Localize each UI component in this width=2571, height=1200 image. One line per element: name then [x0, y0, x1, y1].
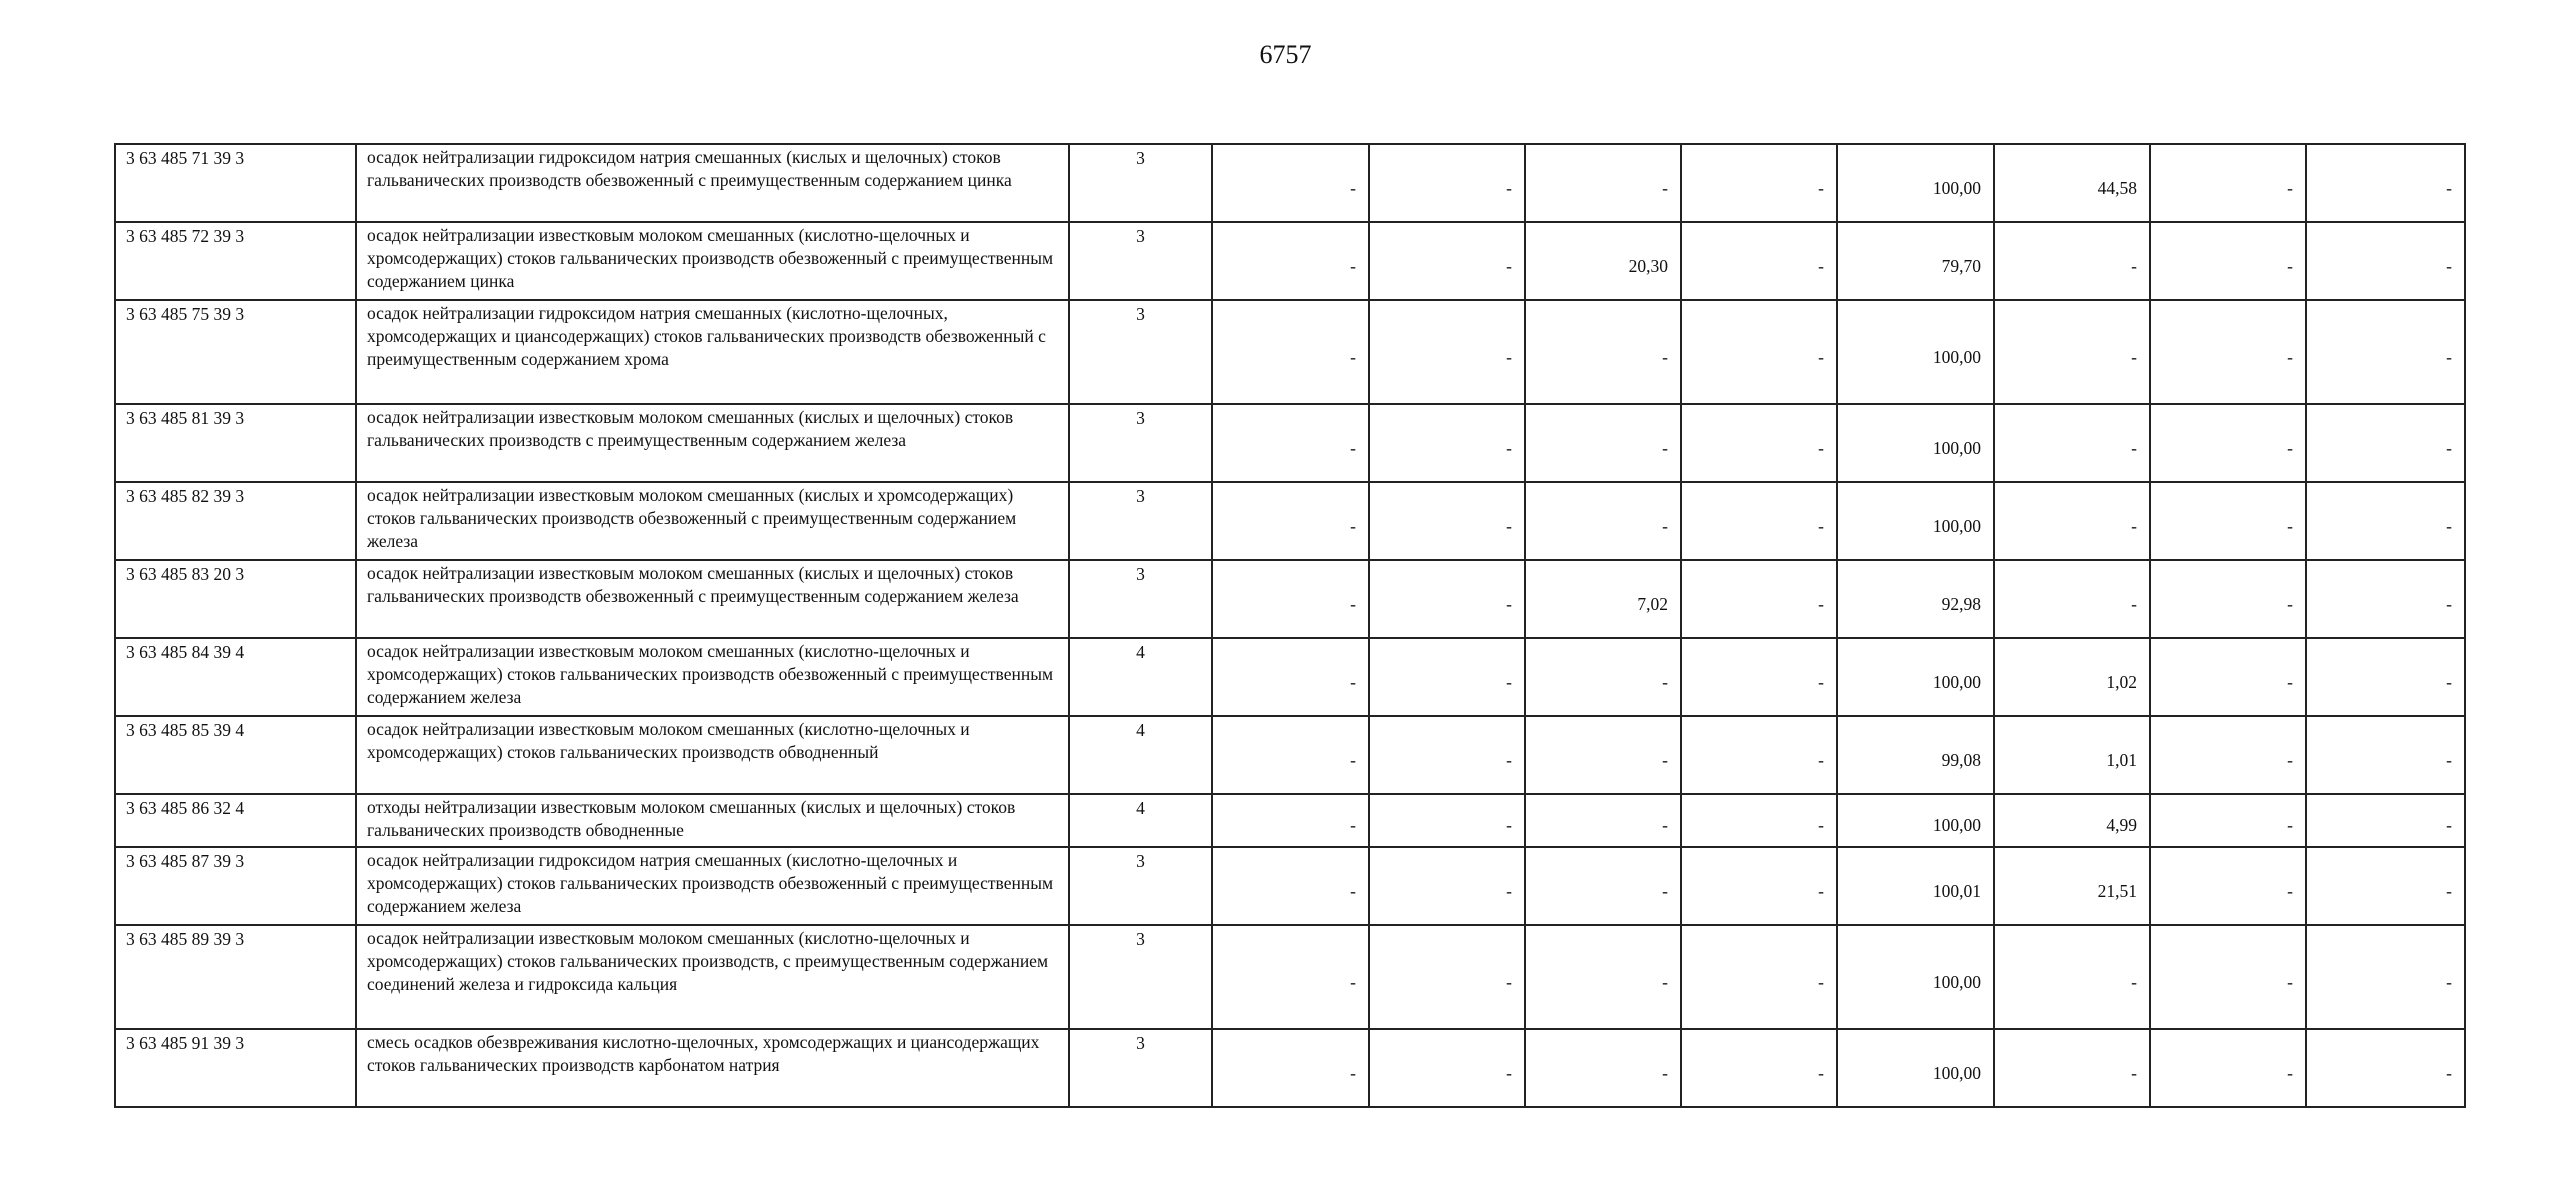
hazard-class-cell: 3: [1069, 300, 1212, 404]
component-value-cell: -: [1525, 794, 1681, 847]
waste-description-cell: осадок нейтрализации известковым молоком смешанных (кислых и щелочных) стоков гальванических производств обезвоженный с преимущественным содержанием железа: [356, 560, 1069, 638]
component-value-cell: -: [1212, 1029, 1369, 1107]
table-row: [115, 144, 2465, 222]
component-value-cell: 100,00: [1837, 925, 1994, 1029]
component-value-cell: -: [1525, 925, 1681, 1029]
component-value-cell: -: [1681, 716, 1837, 794]
component-value-cell: -: [1212, 794, 1369, 847]
waste-description-cell: осадок нейтрализации гидроксидом натрия смешанных (кислотно-щелочных и хромсодержащих) стоков гальванических производств обезвоженный с преимущественным содержанием железа: [356, 847, 1069, 925]
component-value-cell: -: [2150, 144, 2306, 222]
hazard-class-cell: 4: [1069, 638, 1212, 716]
component-value-cell: -: [1369, 144, 1525, 222]
component-value-cell: -: [1525, 404, 1681, 482]
component-value-cell: -: [1369, 222, 1525, 300]
component-value-cell: 92,98: [1837, 560, 1994, 638]
component-value-cell: -: [1994, 482, 2150, 560]
component-value-cell: -: [1212, 482, 1369, 560]
component-value-cell: 1,01: [1994, 716, 2150, 794]
component-value-cell: -: [1994, 925, 2150, 1029]
waste-code-cell: 3 63 485 81 39 3: [115, 404, 356, 482]
component-value-cell: 7,02: [1525, 560, 1681, 638]
waste-code-cell: 3 63 485 71 39 3: [115, 144, 356, 222]
component-value-cell: -: [1212, 300, 1369, 404]
component-value-cell: -: [2150, 638, 2306, 716]
component-value-cell: -: [2150, 716, 2306, 794]
waste-description-cell: осадок нейтрализации известковым молоком смешанных (кислотно-щелочных и хромсодержащих) стоков гальванических производств, с преимущественным содержанием соединений железа и гидроксида кальция: [356, 925, 1069, 1029]
waste-code-cell: 3 63 485 89 39 3: [115, 925, 356, 1029]
component-value-cell: -: [1681, 222, 1837, 300]
component-value-cell: 100,00: [1837, 144, 1994, 222]
component-value-cell: -: [1212, 560, 1369, 638]
table-row: [115, 847, 2465, 925]
waste-description-cell: осадок нейтрализации известковым молоком смешанных (кислотно-щелочных и хромсодержащих) стоков гальванических производств обезвоженный с преимущественным содержанием железа: [356, 638, 1069, 716]
component-value-cell: -: [1681, 404, 1837, 482]
component-value-cell: -: [1369, 638, 1525, 716]
component-value-cell: -: [2306, 144, 2465, 222]
waste-description-cell: осадок нейтрализации известковым молоком смешанных (кислотно-щелочных и хромсодержащих) стоков гальванических производств обводненный: [356, 716, 1069, 794]
waste-code-cell: 3 63 485 85 39 4: [115, 716, 356, 794]
waste-description-cell: осадок нейтрализации известковым молоком смешанных (кислых и хромсодержащих) стоков гальванических производств обезвоженный с преимущественным содержанием железа: [356, 482, 1069, 560]
component-value-cell: -: [1212, 925, 1369, 1029]
hazard-class-cell: 3: [1069, 404, 1212, 482]
component-value-cell: -: [2150, 560, 2306, 638]
component-value-cell: -: [1681, 482, 1837, 560]
hazard-class-cell: 4: [1069, 716, 1212, 794]
component-value-cell: -: [1369, 300, 1525, 404]
waste-code-cell: 3 63 485 83 20 3: [115, 560, 356, 638]
table-row: [115, 1029, 2465, 1107]
waste-description-cell: осадок нейтрализации известковым молоком смешанных (кислотно-щелочных и хромсодержащих) стоков гальванических производств обезвоженный с преимущественным содержанием цинка: [356, 222, 1069, 300]
component-value-cell: -: [1681, 794, 1837, 847]
component-value-cell: -: [2306, 222, 2465, 300]
component-value-cell: 79,70: [1837, 222, 1994, 300]
component-value-cell: 100,00: [1837, 1029, 1994, 1107]
waste-description-cell: осадок нейтрализации гидроксидом натрия смешанных (кислотно-щелочных, хромсодержащих и циансодержащих) стоков гальванических производств обезвоженный с преимущественным содержанием хрома: [356, 300, 1069, 404]
table-row: [115, 404, 2465, 482]
table-row: [115, 222, 2465, 300]
component-value-cell: -: [2150, 222, 2306, 300]
component-value-cell: -: [1212, 638, 1369, 716]
component-value-cell: -: [1681, 925, 1837, 1029]
component-value-cell: -: [2150, 847, 2306, 925]
hazard-class-cell: 3: [1069, 1029, 1212, 1107]
component-value-cell: -: [1994, 300, 2150, 404]
component-value-cell: -: [1369, 847, 1525, 925]
table-row: [115, 638, 2465, 716]
hazard-class-cell: 3: [1069, 925, 1212, 1029]
component-value-cell: 100,00: [1837, 404, 1994, 482]
hazard-class-cell: 3: [1069, 144, 1212, 222]
hazard-class-cell: 3: [1069, 482, 1212, 560]
component-value-cell: -: [1681, 144, 1837, 222]
component-value-cell: -: [1525, 300, 1681, 404]
component-value-cell: -: [2306, 404, 2465, 482]
component-value-cell: -: [1525, 144, 1681, 222]
component-value-cell: -: [2306, 794, 2465, 847]
component-value-cell: 100,00: [1837, 794, 1994, 847]
component-value-cell: 100,00: [1837, 638, 1994, 716]
component-value-cell: -: [2306, 716, 2465, 794]
waste-code-cell: 3 63 485 91 39 3: [115, 1029, 356, 1107]
component-value-cell: -: [2306, 847, 2465, 925]
component-value-cell: -: [1525, 847, 1681, 925]
component-value-cell: 99,08: [1837, 716, 1994, 794]
page-number: 6757: [1259, 40, 1312, 69]
component-value-cell: 44,58: [1994, 144, 2150, 222]
component-value-cell: 4,99: [1994, 794, 2150, 847]
hazard-class-cell: 3: [1069, 222, 1212, 300]
component-value-cell: -: [1681, 300, 1837, 404]
component-value-cell: -: [1369, 925, 1525, 1029]
component-value-cell: 100,00: [1837, 300, 1994, 404]
component-value-cell: -: [1994, 404, 2150, 482]
component-value-cell: -: [1369, 716, 1525, 794]
waste-code-cell: 3 63 485 82 39 3: [115, 482, 356, 560]
component-value-cell: -: [1212, 222, 1369, 300]
component-value-cell: -: [1681, 1029, 1837, 1107]
component-value-cell: 100,00: [1837, 482, 1994, 560]
component-value-cell: -: [1369, 404, 1525, 482]
component-value-cell: -: [2306, 482, 2465, 560]
waste-description-cell: смесь осадков обезвреживания кислотно-щелочных, хромсодержащих и циансодержащих стоков гальванических производств карбонатом натрия: [356, 1029, 1069, 1107]
waste-code-cell: 3 63 485 87 39 3: [115, 847, 356, 925]
component-value-cell: -: [1994, 560, 2150, 638]
component-value-cell: -: [2306, 1029, 2465, 1107]
component-value-cell: -: [1525, 482, 1681, 560]
component-value-cell: -: [1681, 847, 1837, 925]
waste-description-cell: отходы нейтрализации известковым молоком смешанных (кислых и щелочных) стоков гальванических производств обводненные: [356, 794, 1069, 847]
component-value-cell: -: [2150, 482, 2306, 560]
hazard-class-cell: 4: [1069, 794, 1212, 847]
waste-code-cell: 3 63 485 75 39 3: [115, 300, 356, 404]
component-value-cell: -: [1994, 222, 2150, 300]
component-value-cell: -: [2306, 560, 2465, 638]
component-value-cell: -: [2306, 925, 2465, 1029]
waste-code-cell: 3 63 485 72 39 3: [115, 222, 356, 300]
component-value-cell: -: [2150, 300, 2306, 404]
component-value-cell: -: [1525, 1029, 1681, 1107]
component-value-cell: -: [1525, 638, 1681, 716]
table-row: [115, 560, 2465, 638]
component-value-cell: 100,01: [1837, 847, 1994, 925]
component-value-cell: 1,02: [1994, 638, 2150, 716]
component-value-cell: -: [1525, 716, 1681, 794]
component-value-cell: -: [2150, 925, 2306, 1029]
component-value-cell: -: [2150, 404, 2306, 482]
component-value-cell: -: [1212, 716, 1369, 794]
table-row: [115, 794, 2465, 847]
component-value-cell: -: [1681, 560, 1837, 638]
component-value-cell: -: [1212, 144, 1369, 222]
table-row: [115, 716, 2465, 794]
hazard-class-cell: 3: [1069, 847, 1212, 925]
table-row: [115, 925, 2465, 1029]
component-value-cell: -: [1994, 1029, 2150, 1107]
component-value-cell: -: [2306, 638, 2465, 716]
waste-description-cell: осадок нейтрализации гидроксидом натрия смешанных (кислых и щелочных) стоков гальванических производств обезвоженный с преимущественным содержанием цинка: [356, 144, 1069, 222]
component-value-cell: -: [1369, 794, 1525, 847]
component-value-cell: -: [1681, 638, 1837, 716]
waste-classification-table: [114, 143, 2466, 1108]
component-value-cell: -: [1212, 404, 1369, 482]
waste-description-cell: осадок нейтрализации известковым молоком смешанных (кислых и щелочных) стоков гальванических производств с преимущественным содержанием железа: [356, 404, 1069, 482]
component-value-cell: -: [2150, 1029, 2306, 1107]
component-value-cell: -: [2150, 794, 2306, 847]
component-value-cell: 21,51: [1994, 847, 2150, 925]
table-row: [115, 482, 2465, 560]
component-value-cell: -: [1369, 482, 1525, 560]
component-value-cell: 20,30: [1525, 222, 1681, 300]
component-value-cell: -: [1369, 1029, 1525, 1107]
component-value-cell: -: [1369, 560, 1525, 638]
table-row: [115, 300, 2465, 404]
hazard-class-cell: 3: [1069, 560, 1212, 638]
waste-code-cell: 3 63 485 86 32 4: [115, 794, 356, 847]
waste-code-cell: 3 63 485 84 39 4: [115, 638, 356, 716]
component-value-cell: -: [2306, 300, 2465, 404]
component-value-cell: -: [1212, 847, 1369, 925]
